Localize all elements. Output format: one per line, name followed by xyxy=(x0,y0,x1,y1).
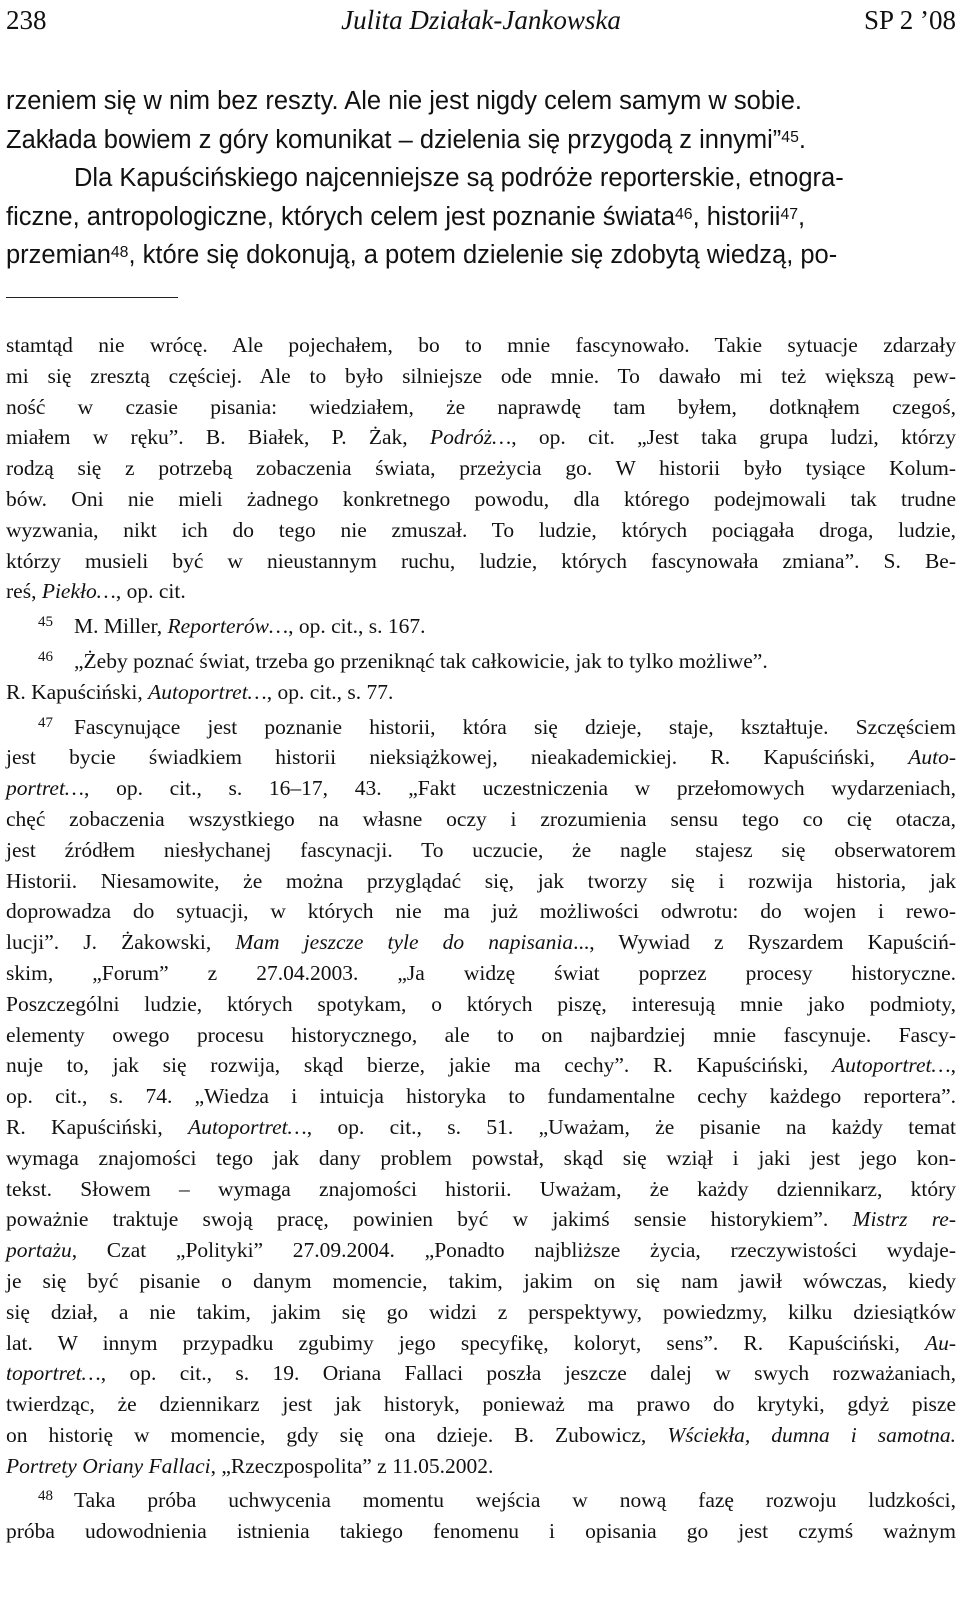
footnote-47: 47 Fascynujące jest poznanie historii, która się dzieje, staje, kształtuje. Szczęściem xyxy=(6,708,956,743)
footnote-line: chęć zobaczenia wszystkiego na własne oczy i zrozumienia sensu tego co cię otacza, xyxy=(6,806,956,831)
header-journal: SP 2 ’08 xyxy=(863,5,956,35)
footnote-line: ność w czasie pisania: wiedziałem, że naprawdę tam byłem, dotknąłem czegoś, xyxy=(6,394,956,419)
footnote-45: 45 M. Miller, Reporterów…, op. cit., s. 167. xyxy=(6,607,956,642)
footnote-line: reś, Piekło…, op. cit. xyxy=(6,579,186,604)
footnote-line: wyzwania, nikt ich do tego nie zmuszał. To ludzie, których pociągała droga, ludzie, xyxy=(6,517,956,542)
footnote-line: rodzą się z potrzebą zobaczenia świata, przeżycia go. W historii było tysiące Kolum- xyxy=(6,456,956,481)
footnote-ref: 47 xyxy=(780,205,799,223)
footnote-line: je się być pisanie o danym momencie, takim, jakim on się nam jawił wówczas, kiedy xyxy=(6,1268,956,1293)
footnote-line: op. cit., s. 74. „Wiedza i intuicja historyka to fundamentalne cechy każdego reportera”. xyxy=(6,1084,956,1109)
footnote-number: 47 xyxy=(38,714,53,731)
footnote-line: Poszczególni ludzie, których spotykam, o których piszę, interesują mnie jako podmioty, xyxy=(6,991,956,1016)
footnote-line: którzy musieli być w nieustannym ruchu, ludzie, których fascynowała zmiana”. S. Be- xyxy=(6,548,956,573)
body-line: Dla Kapuścińskiego najcenniejsze są podróże reporterskie, etnogra- xyxy=(74,164,844,192)
footnote-number: 45 xyxy=(38,614,53,631)
footnote-line: jest źródłem niesłychanej fascynacji. To uczucie, że nagle stajesz się obserwatorem xyxy=(6,837,956,862)
page-number: 238 xyxy=(6,5,47,35)
footnote-48: 48 Taka próba uchwycenia momentu wejścia w nową fazę rozwoju ludzkości, xyxy=(6,1481,956,1516)
footnote-line: miałem w ręku”. B. Białek, P. Żak, Podróż…, op. cit. „Jest taka grupa ludzi, którzy xyxy=(6,425,956,450)
body-line: ficzne, antropologiczne, których celem jest poznanie świata$^{46}$, historii$^{47}$, xyxy=(6,202,806,231)
body-line: Zakłada bowiem z góry komunikat – dzielenia się przygodą z innymi”$^{45}$. xyxy=(6,125,806,154)
footnote-line: się dział, a nie takim, jakim się go widzi z perspektywy, powiedzmy, kilku dziesiątków xyxy=(6,1299,956,1324)
footnote-line: lucji”. J. Żakowski, Mam jeszcze tyle do napisania..., Wywiad z Ryszardem Kapuściń- xyxy=(6,930,956,955)
footnote-line: lat. W innym przypadku zgubimy jego specyfikę, koloryt, sens”. R. Kapuściński, Au- xyxy=(6,1330,956,1355)
footnote-line: wymaga znajomości tego jak dany problem powstał, skąd się wziął i jaki jest jego kon- xyxy=(6,1145,956,1170)
footnote-line: Portrety Oriany Fallaci, „Rzeczpospolita” z 11.05.2002. xyxy=(6,1453,494,1478)
footnote-line: nuje to, jak się rozwija, skąd bierze, jakie ma cechy”. R. Kapuściński, Autoportret…, xyxy=(6,1053,956,1078)
footnote-line: bów. Oni nie mieli żadnego konkretnego powodu, dla którego podejmowali tak trudne xyxy=(6,486,956,511)
footnote-ref: 46 xyxy=(675,205,693,223)
footnote-line: tekst. Słowem – wymaga znajomości historii. Uważam, że każdy dziennikarz, który xyxy=(6,1176,956,1201)
footnote-line: portażu, Czat „Polityki” 27.09.2004. „Ponadto najbliższe życia, rzeczywistości wydaje- xyxy=(6,1238,956,1263)
footnote-line: portret…, op. cit., s. 16–17, 43. „Fakt uczestniczenia w przełomowych wydarzeniach, xyxy=(6,776,956,801)
footnote-line: mi się zresztą częściej. Ale to było silniejsze ode mnie. To dawało mi też większą pew- xyxy=(6,363,956,388)
main-text xyxy=(6,82,956,275)
footnote-number: 46 xyxy=(38,648,53,665)
footnote-line: R. Kapuściński, Autoportret…, op. cit., s. 77. xyxy=(6,679,394,704)
footnote-line: skim, „Forum” z 27.04.2003. „Ja widzę świat poprzez procesy historyczne. xyxy=(6,960,956,985)
footnote-line: toportret…, op. cit., s. 19. Oriana Fallaci poszła jeszcze dalej w swych rozważaniach, xyxy=(6,1361,956,1386)
header-author: Julita Działak-Jankowska xyxy=(341,5,621,35)
footnote-line: elementy owego procesu historycznego, ale to on najbardziej mnie fascynuje. Fascy- xyxy=(6,1022,956,1047)
footnote-ref: 48 xyxy=(110,244,129,262)
footnote-line: próba udowodnienia istnienia takiego fenomenu i opisania go jest czymś ważnym xyxy=(6,1519,956,1544)
footnote-separator xyxy=(6,297,178,298)
footnotes xyxy=(6,330,956,1547)
footnote-number: 48 xyxy=(38,1488,53,1505)
running-header xyxy=(6,2,956,42)
footnote-line: poważnie traktuje swoją pracę, powinien być w jakimś sensie historykiem”. Mistrz re- xyxy=(6,1207,956,1232)
footnote-46: 46 „Żeby poznać świat, trzeba go przeniknąć tak całkowicie, jak to tylko możliwe”. xyxy=(6,642,956,677)
footnote-line: on historię w momencie, gdy się ona dzieje. B. Zubowicz, Wściekła, dumna i samotna. xyxy=(6,1422,957,1447)
footnote-ref: 45 xyxy=(781,128,799,146)
footnote-line: twierdząc, że dziennikarz jest jak historyk, ponieważ ma prawo do krytyki, gdyż pisze xyxy=(6,1392,956,1417)
footnote-line: R. Kapuściński, Autoportret…, op. cit., s. 51. „Uważam, że pisanie na każdy temat xyxy=(6,1114,956,1139)
footnote-line: stamtąd nie wrócę. Ale pojechałem, bo to mnie fascynowało. Takie sytuacje zdarzały xyxy=(6,333,956,357)
footnote-line: doprowadza do sytuacji, w których nie ma już możliwości odwrotu: do wojen i rewo- xyxy=(6,899,956,924)
body-line: rzeniem się w nim bez reszty. Ale nie jest nigdy celem samym w sobie. xyxy=(6,87,802,115)
body-line: przemian$^{48}$, które się dokonują, a potem dzielenie się zdobytą wiedzą, po- xyxy=(6,241,838,269)
footnote-line: Historii. Niesamowite, że można przyglądać się, jak tworzy się i rozwija historia, jak xyxy=(6,868,956,893)
footnote-line: jest bycie świadkiem historii nieksiążkowej, nieakademickiej. R. Kapuściński, Auto- xyxy=(6,745,956,770)
